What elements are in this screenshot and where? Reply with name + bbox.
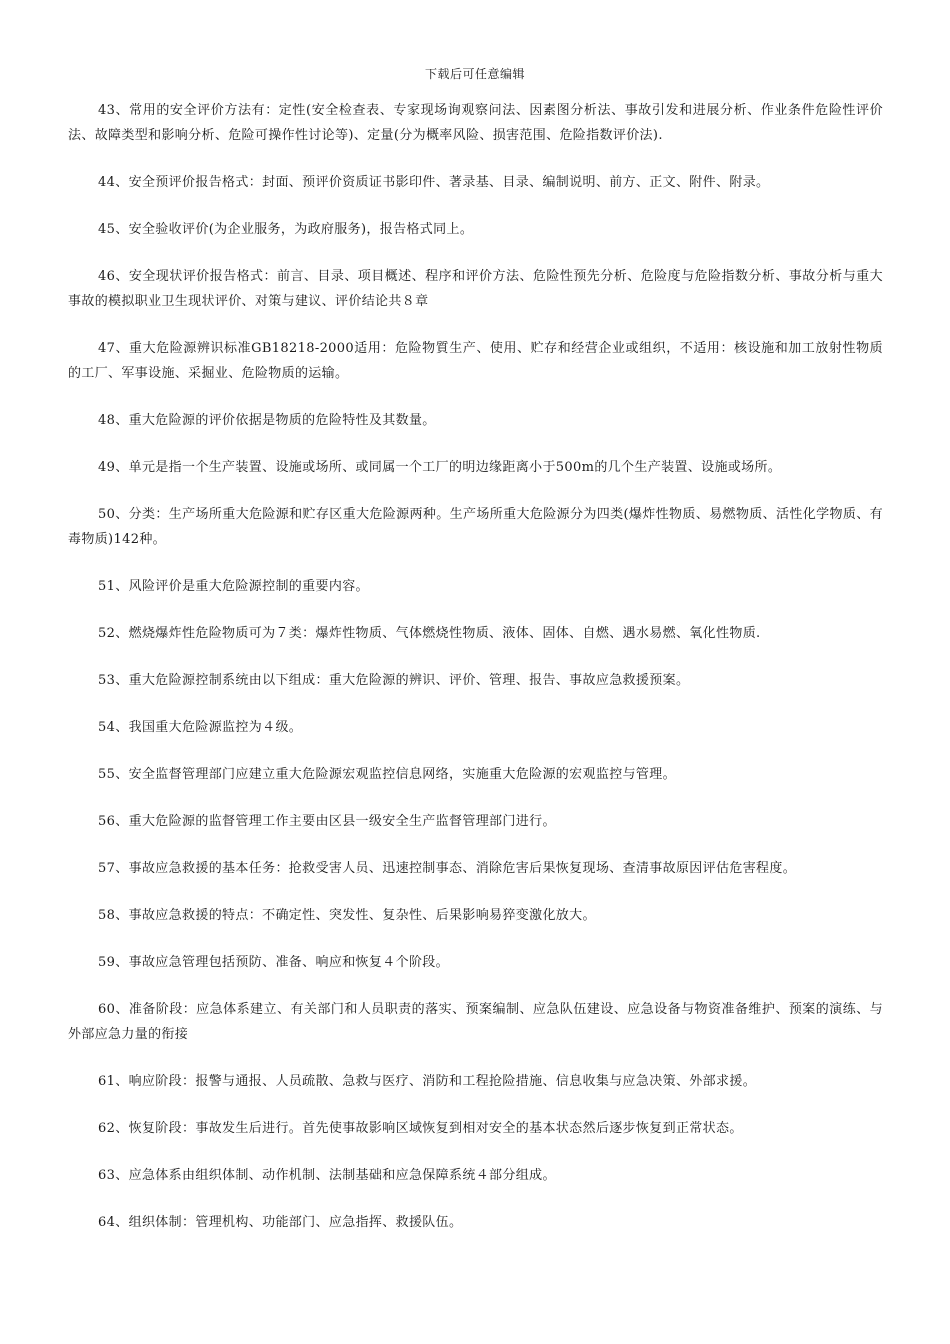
list-item-48: 48、重大危险源的评价依据是物质的危险特性及其数量。 [98,413,436,428]
list-item-49: 49、单元是指一个生产装置、设施或场所、或同属一个工厂的明边缘距离小于500m的几个生产装置、设施或场所。 [98,460,782,475]
list-item-50: 50、分类：生产场所重大危险源和贮存区重大危险源两种。生产场所重大危险源分为四类(爆炸性物质、易燃物质、活性化学物质、有毒物质)142种。 [68,507,883,547]
item-list [68,98,883,1257]
list-item-45: 45、安全验收评价(为企业服务，为政府服务)，报告格式同上。 [98,222,474,237]
list-item-46: 46、安全现状评价报告格式：前言、目录、项目概述、程序和评价方法、危险性预先分析、危险度与危险指数分析、事故分析与重大事故的模拟职业卫生现状评价、对策与建议、评价结论共８章 [68,269,883,309]
list-item-59: 59、事故应急管理包括预防、准备、响应和恢复４个阶段。 [98,955,449,970]
list-item-53: 53、重大危险源控制系统由以下组成：重大危险源的辨识、评价、管理、报告、事故应急救援预案。 [98,673,690,688]
list-item-64: 64、组织体制：管理机构、功能部门、应急指挥、救援队伍。 [98,1215,463,1230]
list-item-58: 58、事故应急救援的特点：不确定性、突发性、复杂性、后果影响易猝变激化放大。 [98,908,596,923]
list-item-54: 54、我国重大危险源监控为４级。 [98,720,303,735]
list-item-52: 52、燃烧爆炸性危险物质可为７类：爆炸性物质、气体燃烧性物质、液体、固体、自燃、遇水易燃、氧化性物质. [98,626,761,641]
list-item-51: 51、风险评价是重大危险源控制的重要内容。 [98,579,369,594]
list-item-44: 44、安全预评价报告格式：封面、预评价资质证书影印件、著录基、目录、编制说明、前方、正文、附件、附录。 [98,175,770,190]
list-item-43: 43、常用的安全评价方法有：定性(安全检查表、专家现场询观察问法、因素图分析法、事故引发和进展分析、作业条件危险性评价法、故障类型和影响分析、危险可操作性讨论等)、定量(分为概率风险、损害范围、危险指数评价法). [68,103,883,143]
list-item-47: 47、重大危险源辨识标准GB18218-2000适用：危险物質生产、使用、贮存和经营企业或组织，不适用：核设施和加工放射性物质的工厂、军事设施、采掘业、危险物质的运输。 [68,341,883,381]
list-item-63: 63、应急体系由组织体制、动作机制、法制基础和应急保障系统４部分组成。 [98,1168,556,1183]
list-item-61: 61、响应阶段：报警与通报、人员疏散、急救与医疗、消防和工程抢险措施、信息收集与应急决策、外部求援。 [98,1074,757,1089]
page-header: 下载后可任意编辑 [424,67,525,81]
list-item-60: 60、准备阶段：应急体系建立、有关部门和人员职责的落实、预案编制、应急队伍建设、应急设备与物资准备维护、预案的演练、与外部应急力量的衔接 [68,1002,883,1042]
list-item-62: 62、恢复阶段：事故发生后进行。首先使事故影响区域恢复到相对安全的基本状态然后逐步恢复到正常状态。 [98,1121,743,1136]
list-item-55: 55、安全监督管理部门应建立重大危险源宏观监控信息网络，实施重大危险源的宏观监控与管理。 [98,767,676,782]
list-item-57: 57、事故应急救援的基本任务：抢救受害人员、迅速控制事态、消除危害后果恢复现场、查清事故原因评估危害程度。 [98,861,797,876]
list-item-56: 56、重大危险源的监督管理工作主要由区县一级安全生产监督管理部门进行。 [98,814,556,829]
